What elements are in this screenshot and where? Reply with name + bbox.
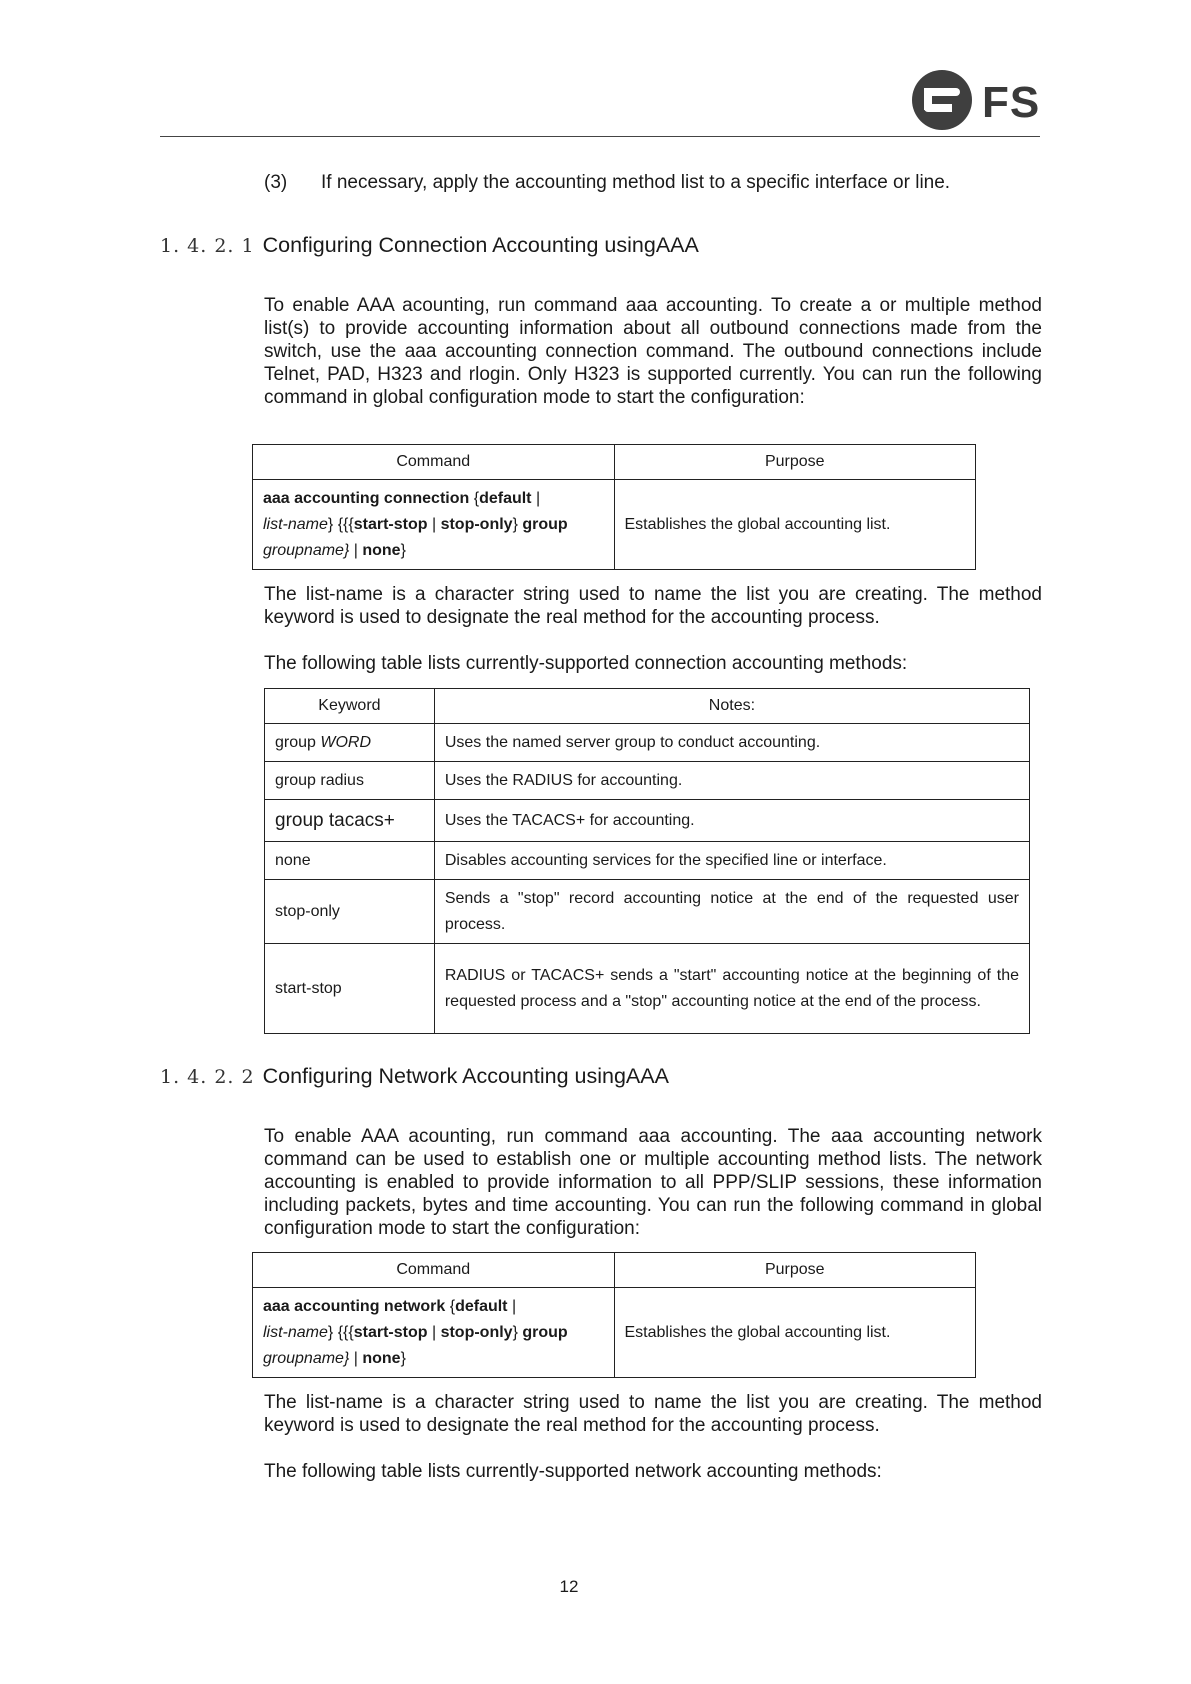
paragraph-text: The list-name is a character string used to name the list you are creating. The method keyword is used to designate the real method for the accounting process.: [264, 1392, 1042, 1436]
cmd-groupname: groupname}: [263, 1349, 350, 1367]
notes-cell: Disables accounting services for the specified line or interface.: [434, 842, 1029, 880]
cmd-keyword: aaa accounting connection: [263, 489, 470, 507]
section2-after-paragraph: [264, 1391, 1042, 1437]
section2-paragraph: [264, 1125, 1042, 1240]
keyword-cell: stop-only: [265, 880, 435, 944]
table-row: [265, 800, 1030, 842]
table-row: [265, 842, 1030, 880]
purpose-text: Establishes the global accounting list.: [614, 480, 976, 570]
section-number: 1. 4. 2. 2: [160, 1066, 255, 1088]
paragraph-text: The list-name is a character string used to name the list you are creating. The method keyword is used to designate the real method for the accounting process.: [264, 584, 1042, 628]
table-row: [265, 880, 1030, 944]
header-rule: [160, 136, 1040, 137]
cmd-none: none: [362, 1349, 401, 1367]
cmd-listname: list-name: [263, 1323, 328, 1341]
section-title: Configuring Connection Accounting usingAAA: [262, 233, 699, 257]
section1-after-paragraph: [264, 583, 1042, 629]
cmd-group: group: [522, 515, 568, 533]
keyword-cell: group WORD: [265, 724, 435, 762]
section-title: Configuring Network Accounting usingAAA: [262, 1064, 669, 1088]
cmd-startstop: start-stop: [353, 515, 428, 533]
cmd-none: none: [362, 541, 401, 559]
section-heading-network: [160, 1063, 669, 1090]
paragraph-text: To enable AAA acounting, run command aaa accounting. To create a or multiple method list(s) to provide accounting information about all outbound connections made from the switch, use the aaa accounting connection command. The outbound connections include Telnet, PAD, H323 and rlogin. Only H323 is supported currently. You can run the following command in global configuration mode to start the configuration:: [264, 295, 1042, 408]
table-row: [265, 762, 1030, 800]
table-header-row: [265, 689, 1030, 724]
connection-methods-table: [264, 688, 1030, 1034]
cmd-default-group: {default |: [473, 489, 541, 507]
paragraph-text: The following table lists currently-supported connection accounting methods:: [264, 653, 908, 674]
table-row: [265, 724, 1030, 762]
command-syntax: aaa accounting connection {default | list-name} {{{start-stop | stop-only} group groupname} | none}: [253, 480, 615, 570]
notes-cell: Uses the TACACS+ for accounting.: [434, 800, 1029, 842]
col-header-purpose: Purpose: [614, 1253, 976, 1288]
col-header-command: Command: [253, 445, 615, 480]
col-header-keyword: Keyword: [265, 689, 435, 724]
intro-step: [264, 172, 950, 194]
paragraph-text: The following table lists currently-supported network accounting methods:: [264, 1461, 882, 1482]
keyword-cell: group radius: [265, 762, 435, 800]
table-row: [265, 944, 1030, 1034]
network-command-table: [252, 1252, 976, 1378]
section-number: 1. 4. 2. 1: [160, 235, 255, 257]
cmd-stoponly: stop-only: [440, 515, 513, 533]
cmd-stoponly: stop-only: [440, 1323, 513, 1341]
purpose-text: Establishes the global accounting list.: [614, 1288, 976, 1378]
section-heading-connection: [160, 232, 699, 259]
cmd-default-group: {default |: [449, 1297, 517, 1315]
section1-paragraph: [264, 294, 1042, 409]
cmd-startstop: start-stop: [353, 1323, 428, 1341]
command-syntax: aaa accounting network {default | list-name} {{{start-stop | stop-only} group groupname} | none}: [253, 1288, 615, 1378]
table-row: [253, 480, 976, 570]
section2-methods-intro: [264, 1460, 1042, 1483]
step-number: (3): [264, 172, 288, 193]
cmd-group: group: [522, 1323, 568, 1341]
keyword-cell: start-stop: [265, 944, 435, 1034]
notes-cell: Sends a "stop" record accounting notice at the end of the requested user process.: [434, 880, 1029, 944]
cmd-groupname: groupname}: [263, 541, 350, 559]
step-text: If necessary, apply the accounting method list to a specific interface or line.: [321, 172, 951, 193]
table-header-row: [253, 1253, 976, 1288]
cmd-listname: list-name: [263, 515, 328, 533]
keyword-cell: none: [265, 842, 435, 880]
table-header-row: [253, 445, 976, 480]
keyword-cell: group tacacs+: [265, 800, 435, 842]
table-row: [253, 1288, 976, 1378]
col-header-purpose: Purpose: [614, 445, 976, 480]
notes-cell: Uses the named server group to conduct accounting.: [434, 724, 1029, 762]
cmd-keyword: aaa accounting network: [263, 1297, 446, 1315]
col-header-command: Command: [253, 1253, 615, 1288]
connection-command-table: [252, 444, 976, 570]
notes-cell: RADIUS or TACACS+ sends a "start" accounting notice at the beginning of the requested process and a "stop" accounting notice at the end of the process.: [434, 944, 1029, 1034]
section1-methods-intro: [264, 652, 1042, 675]
page-number: 12: [559, 1577, 579, 1596]
logo-text: FS: [982, 78, 1041, 127]
notes-cell: Uses the RADIUS for accounting.: [434, 762, 1029, 800]
col-header-notes: Notes:: [434, 689, 1029, 724]
paragraph-text: To enable AAA acounting, run command aaa accounting. The aaa accounting network command can be used to establish one or multiple accounting method lists. The network accounting is enabled to provide information to all PPP/SLIP sessions, these information including packets, bytes and time accounting. You can run the following command in global configuration mode to start the configuration:: [264, 1126, 1042, 1239]
